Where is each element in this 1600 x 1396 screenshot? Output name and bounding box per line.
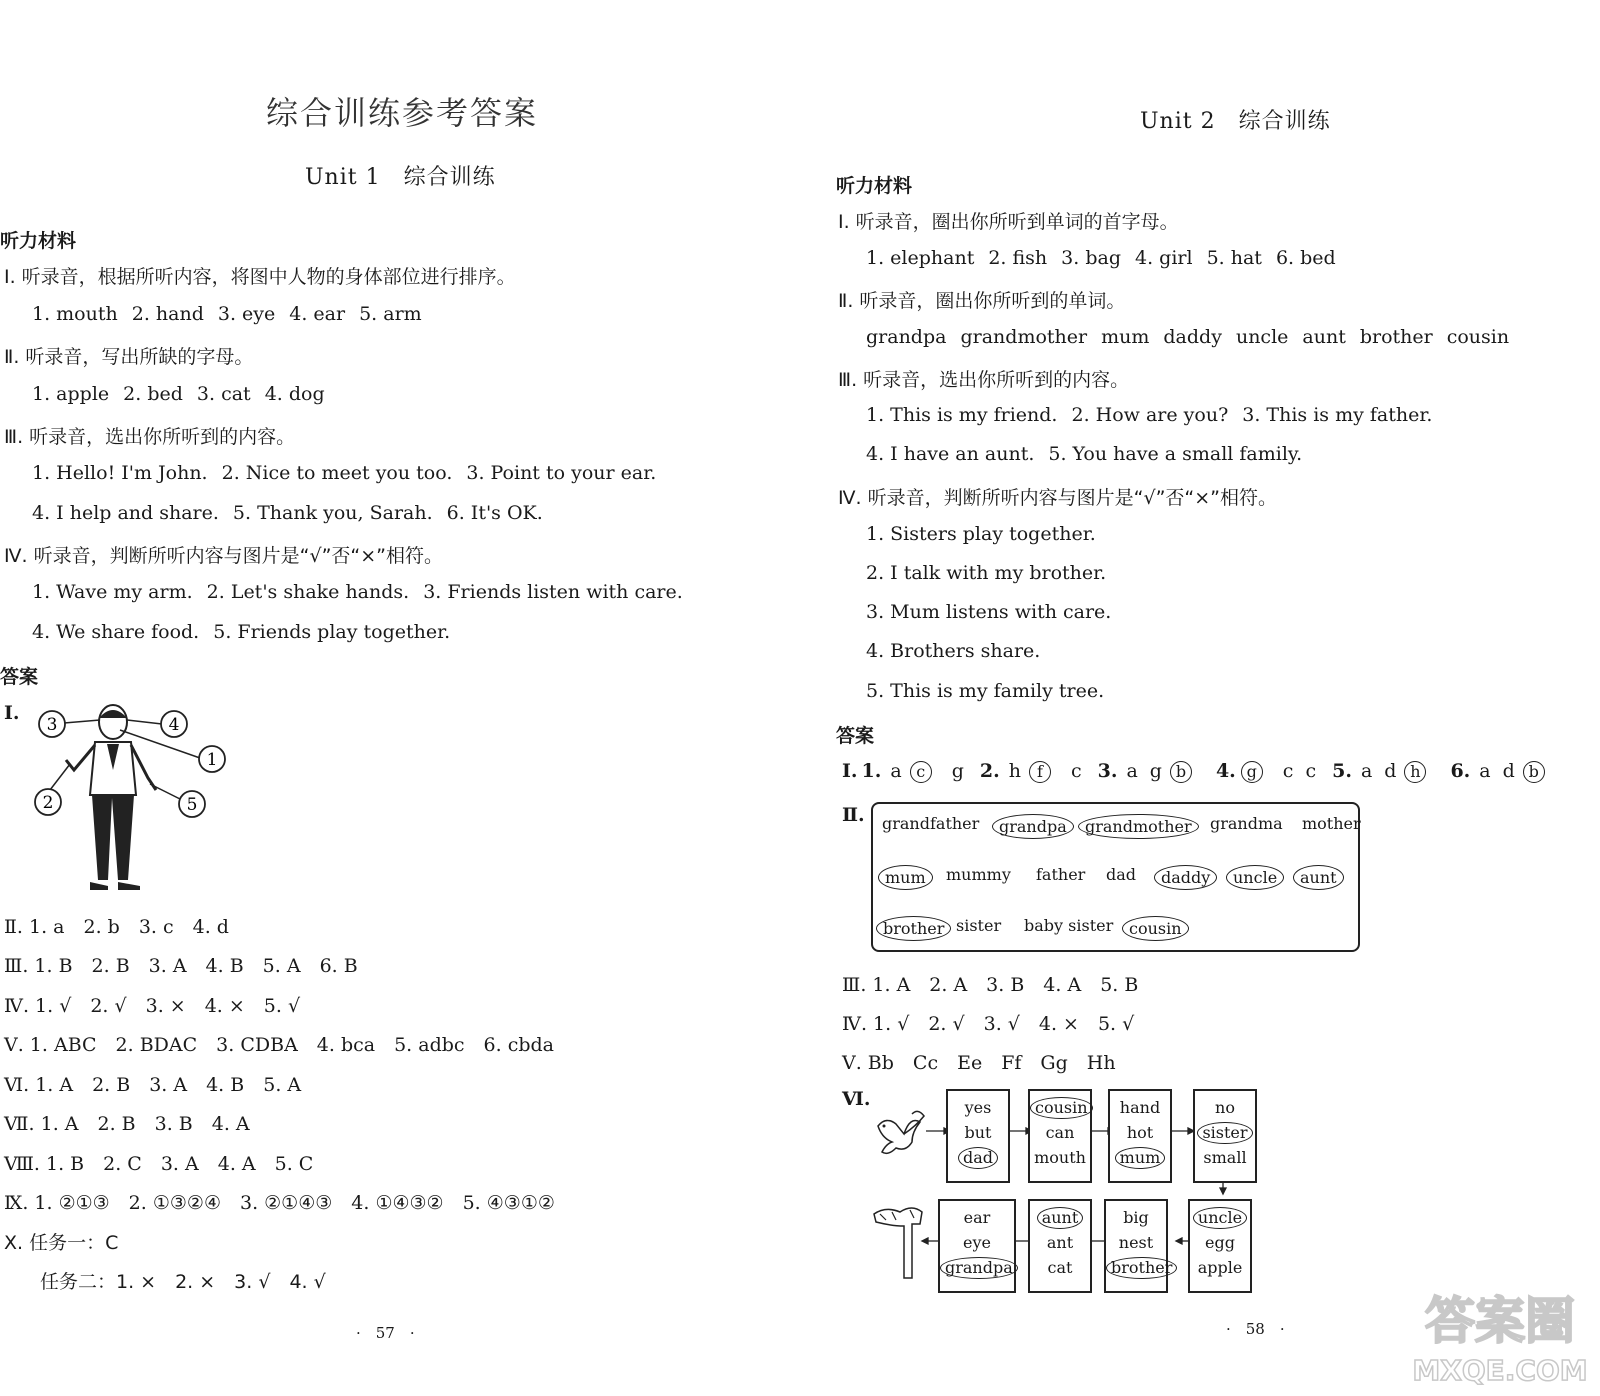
answer-I-group: 2. h f c — [979, 760, 1082, 782]
circled-word: brother — [876, 916, 951, 941]
unit2-title: Unit 2 综合训练 — [1140, 109, 1331, 134]
word: yes — [964, 1098, 992, 1117]
circled-word: brother — [1106, 1257, 1177, 1279]
q4-row1: 1. Wave my arm. 2. Let's shake hands. 3. Friends listen with care. — [32, 581, 683, 603]
word: eye — [963, 1233, 991, 1252]
answer-I-group: 4. g c c — [1215, 760, 1317, 782]
answer-I-group: 3. a g b — [1098, 760, 1206, 782]
letter: h — [1008, 760, 1021, 782]
answer-VI: Ⅵ. 1. A 2. B 3. A 4. B 5. A — [4, 1074, 302, 1096]
circled-word: grandpa — [992, 814, 1074, 839]
r-q3-row1: 1. This is my friend. 2. How are you? 3. This is my father. — [866, 404, 1433, 426]
question-3: Ⅲ. 听录音，选出你所听到的内容。 — [4, 426, 296, 448]
word: dad — [1106, 865, 1137, 884]
letter: a — [1126, 760, 1138, 782]
page-number-right: · 58 · — [1226, 1320, 1285, 1338]
r-answer-II-label: Ⅱ. — [842, 804, 865, 826]
answer-I-label: Ⅰ. — [4, 702, 20, 724]
answer-I-group: 5. a d h — [1332, 760, 1440, 782]
answers-header-r: 答案 — [836, 725, 875, 747]
r-question-3: Ⅲ. 听录音，选出你所听到的内容。 — [838, 369, 1130, 391]
label-4: 4 — [168, 715, 180, 735]
q4-row2: 4. We share food. 5. Friends play together. — [32, 621, 451, 643]
q2-items: 1. apple 2. bed 3. cat 4. dog — [32, 383, 325, 405]
question-1: Ⅰ. 听录音，根据所听内容，将图中人物的身体部位进行排序。 — [4, 266, 516, 288]
question-4: Ⅳ. 听录音，判断所听内容与图片是“√”否“×”相符。 — [4, 545, 444, 567]
word: cat — [1047, 1258, 1073, 1277]
word: baby sister — [1024, 916, 1114, 935]
r-q4-item: 5. This is my family tree. — [866, 680, 1105, 702]
circled-word: dad — [958, 1147, 998, 1169]
word: hand — [1119, 1098, 1161, 1117]
watermark-logo — [1410, 1280, 1590, 1390]
circled-word: aunt — [1293, 865, 1344, 890]
circled-word: mum — [1115, 1147, 1166, 1169]
word: apple — [1197, 1258, 1243, 1277]
answer-IV: Ⅳ. 1. √ 2. √ 3. × 4. × 5. √ — [4, 995, 301, 1017]
answer-VII: Ⅶ. 1. A 2. B 3. B 4. A — [4, 1113, 250, 1135]
r-q4-item: 3. Mum listens with care. — [866, 601, 1112, 623]
maze-box — [1028, 1089, 1092, 1183]
answer-II: Ⅱ. 1. a 2. b 3. c 4. d — [4, 916, 229, 938]
answer-X-task2: 任务二：1. × 2. × 3. √ 4. √ — [40, 1271, 326, 1293]
letter: a — [890, 760, 902, 782]
word: sister — [956, 916, 1002, 935]
letter: g — [1149, 760, 1162, 782]
label-1: 1 — [206, 750, 218, 770]
maze-box — [1193, 1089, 1257, 1183]
page-number-left: · 57 · — [356, 1324, 415, 1342]
r-q1-items: 1. elephant 2. fish 3. bag 4. girl 5. hat 6. bed — [866, 247, 1336, 269]
maze-box — [1188, 1199, 1252, 1293]
circled-letter: h — [1404, 761, 1426, 783]
q1-items: 1. mouth 2. hand 3. eye 4. ear 5. arm — [32, 303, 422, 325]
answer-X-task1: Ⅹ. 任务一：C — [4, 1232, 119, 1254]
circled-letter: c — [910, 761, 932, 783]
letter: c — [1282, 760, 1294, 782]
tree-icon — [874, 1208, 922, 1278]
listening-header-r: 听力材料 — [836, 175, 913, 197]
circled-word: aunt — [1037, 1207, 1084, 1229]
label-3: 3 — [46, 715, 58, 735]
word: mouth — [1034, 1148, 1086, 1167]
letter: d — [1384, 760, 1397, 782]
unit1-title: Unit 1 综合训练 — [305, 165, 496, 190]
word: small — [1203, 1148, 1247, 1167]
answer-VIII: Ⅷ. 1. B 2. C 3. A 4. A 5. C — [4, 1153, 314, 1175]
answer-IX: Ⅸ. 1. ②①③ 2. ①③②④ 3. ②①④③ 4. ①④③② 5. ④③①② — [4, 1192, 555, 1214]
word: no — [1215, 1098, 1235, 1117]
r-q4-item: 1. Sisters play together. — [866, 523, 1096, 545]
word: nest — [1118, 1233, 1154, 1252]
r-answer-I: Ⅰ. 1. a c g 2. h f c 3. a g b 4. g c c 5. a d h 6. a d b — [842, 760, 1583, 783]
word: hot — [1126, 1123, 1154, 1142]
word: but — [964, 1123, 992, 1142]
circled-letter: b — [1170, 761, 1192, 783]
circled-word: cousin — [1122, 916, 1189, 941]
circled-letter: b — [1523, 761, 1545, 783]
letter: a — [1360, 760, 1373, 782]
r-q3-row2: 4. I have an aunt. 5. You have a small family. — [866, 443, 1303, 465]
circled-word: uncle — [1193, 1207, 1247, 1229]
r-answer-III: Ⅲ. 1. A 2. A 3. B 4. A 5. B — [842, 974, 1139, 996]
r-q2-items: grandpa grandmother mum daddy uncle aunt brother cousin — [866, 326, 1510, 348]
circled-word: mum — [878, 865, 933, 890]
r-question-4: Ⅳ. 听录音，判断所听内容与图片是“√”否“×”相符。 — [838, 487, 1278, 509]
maze-box — [1104, 1199, 1173, 1293]
r-q4-item: 4. Brothers share. — [866, 640, 1041, 662]
letter: c — [1305, 760, 1317, 782]
circled-word: daddy — [1154, 865, 1217, 890]
circled-letter: f — [1029, 761, 1051, 783]
r-question-2: Ⅱ. 听录音，圈出你所听到的单词。 — [838, 290, 1126, 312]
question-2: Ⅱ. 听录音，写出所缺的字母。 — [4, 346, 254, 368]
maze-box — [946, 1089, 1010, 1183]
q3-row1: 1. Hello! I'm John. 2. Nice to meet you too. 3. Point to your ear. — [32, 462, 657, 484]
letter: c — [1070, 760, 1082, 782]
answer-I-group: 6. a d b — [1450, 760, 1558, 782]
svg-text:答案圈: 答案圈 — [1425, 1292, 1575, 1350]
main-title: 综合训练参考答案 — [266, 94, 539, 132]
circled-word: sister — [1197, 1122, 1252, 1144]
word: ant — [1046, 1233, 1074, 1252]
circled-letter: g — [1241, 761, 1263, 783]
maze-box — [1028, 1199, 1092, 1293]
r-answer-IV: Ⅳ. 1. √ 2. √ 3. √ 4. × 5. √ — [842, 1013, 1135, 1035]
body-figure — [30, 700, 240, 895]
label-5: 5 — [186, 795, 198, 815]
answer-I-group: 1. a c g — [861, 760, 964, 782]
r-q4-item: 2. I talk with my brother. — [866, 562, 1107, 584]
word: can — [1045, 1123, 1075, 1142]
listening-header: 听力材料 — [0, 230, 77, 252]
circled-word: uncle — [1226, 865, 1284, 890]
answer-V: Ⅴ. 1. ABC 2. BDAC 3. CDBA 4. bca 5. adbc 6. cbda — [4, 1034, 555, 1056]
maze-box — [1108, 1089, 1172, 1183]
answer-III: Ⅲ. 1. B 2. B 3. A 4. B 5. A 6. B — [4, 955, 358, 977]
letter: d — [1502, 760, 1515, 782]
label-2: 2 — [42, 793, 54, 813]
circled-word: grandpa — [940, 1257, 1018, 1279]
word: father — [1036, 865, 1086, 884]
letter: a — [1479, 760, 1491, 782]
q3-row2: 4. I help and share. 5. Thank you, Sarah. 6. It's OK. — [32, 502, 543, 524]
letter: g — [951, 760, 964, 782]
svg-text:MXQE.COM: MXQE.COM — [1412, 1354, 1588, 1387]
maze-box — [938, 1199, 1016, 1293]
circled-word: cousin — [1030, 1097, 1093, 1119]
answers-header: 答案 — [0, 666, 39, 688]
word: ear — [963, 1208, 991, 1227]
r-answer-V: Ⅴ. Bb Cc Ee Ff Gg Hh — [842, 1052, 1116, 1074]
word: grandfather — [882, 814, 980, 833]
word: mother — [1302, 814, 1361, 833]
r-question-1: Ⅰ. 听录音，圈出你所听到单词的首字母。 — [838, 211, 1179, 233]
circled-word: grandmother — [1078, 814, 1199, 839]
word: grandma — [1210, 814, 1283, 833]
word: mummy — [946, 865, 1011, 884]
word: egg — [1205, 1233, 1235, 1252]
squirrel-icon — [878, 1111, 924, 1153]
word: big — [1123, 1208, 1149, 1227]
r-answer-VI-label: Ⅵ. — [842, 1088, 871, 1110]
